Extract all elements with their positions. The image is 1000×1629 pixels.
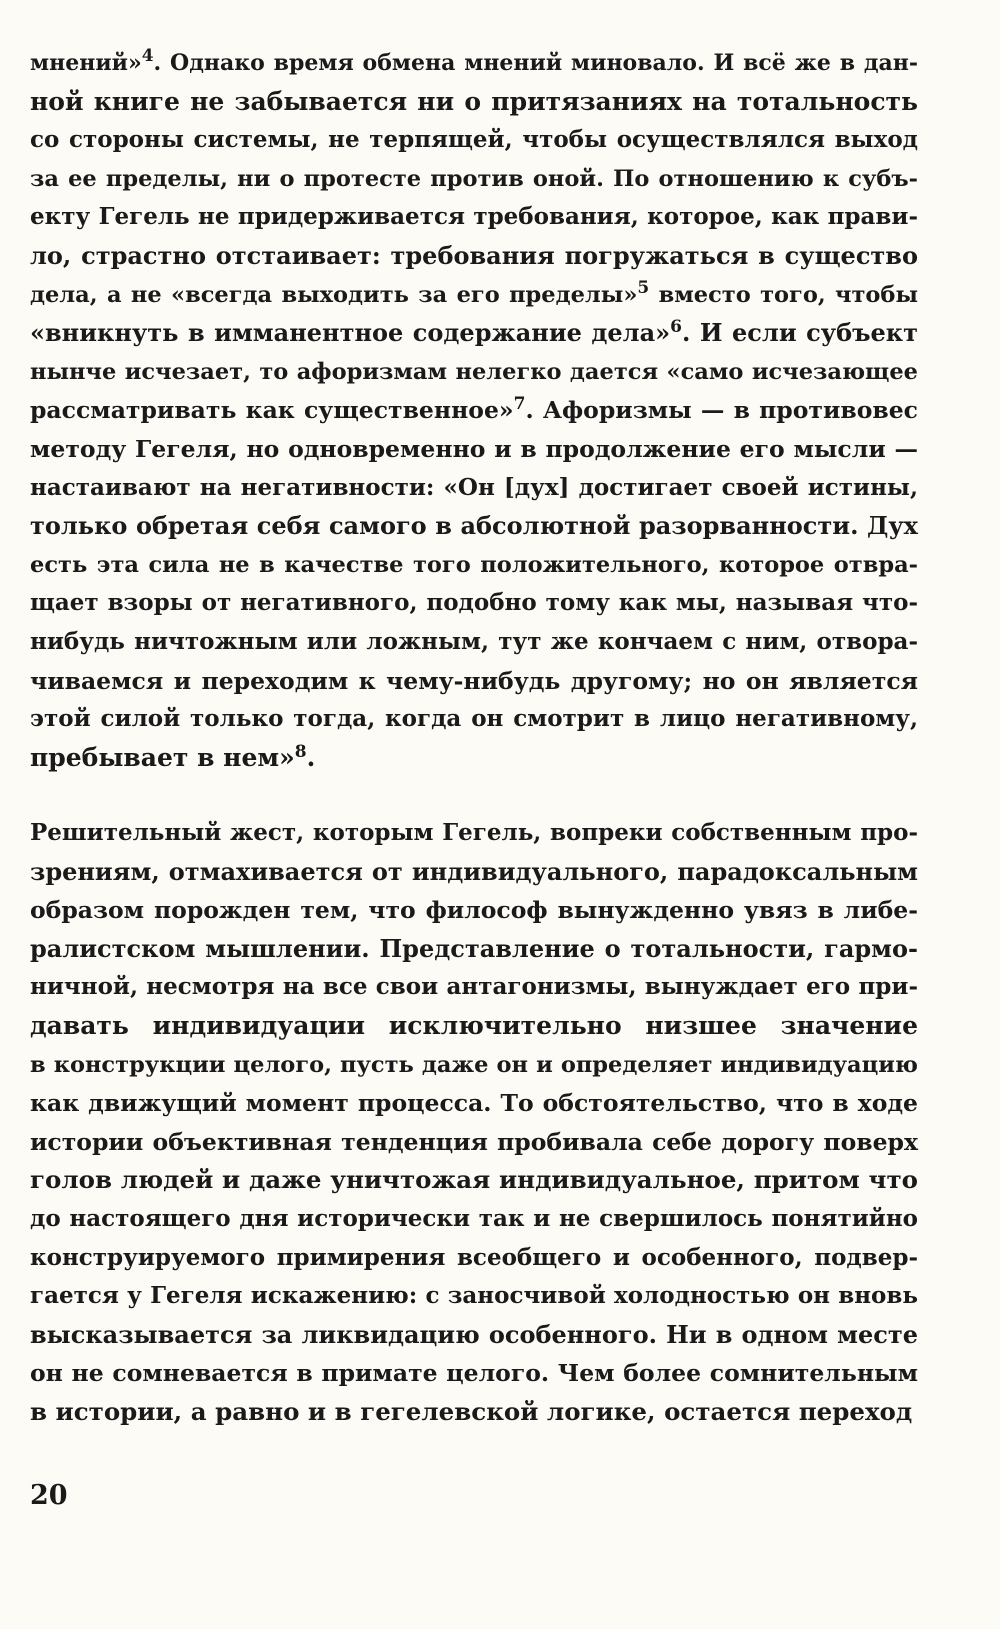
- text-line: [30, 1239, 918, 1278]
- text-line: [30, 44, 918, 83]
- text-line: [30, 83, 918, 122]
- text-line: [30, 623, 918, 662]
- footnote-marker: 8: [294, 741, 307, 762]
- text-segment: методу Гегеля, но одновременно и в продолжение его мысли —: [30, 434, 918, 463]
- text-segment: истории объективная тенденция пробивала себе дорогу поверх: [30, 1127, 918, 1156]
- text-segment: высказывается за ликвидацию особенного. Ни в одном месте: [30, 1319, 918, 1349]
- text-segment: . Афоризмы — в противовес: [525, 396, 918, 425]
- text-segment: до настоящего дня исторически так и не свершилось понятийно: [30, 1204, 918, 1232]
- text-segment: конструируемого примирения всеобщего и особенного, подвер-: [30, 1243, 918, 1271]
- text-segment: за ее пределы, ни о протесте против оной. По отношению к субъ-: [30, 165, 918, 192]
- text-line: [30, 391, 918, 430]
- text-segment: образом порожден тем, что философ вынужденно увяз в либе-: [30, 896, 918, 925]
- text-line: [30, 121, 918, 160]
- text-line: [30, 314, 918, 353]
- text-segment: гается у Гегеля искажению: с заносчивой холодностью он вновь: [30, 1282, 918, 1310]
- text-line: [30, 1123, 918, 1162]
- footnote-marker: 6: [670, 317, 682, 338]
- text-line: [30, 968, 918, 1007]
- text-line: [30, 507, 918, 546]
- text-line: [30, 700, 918, 739]
- text-line: [30, 584, 918, 623]
- text-line: [30, 1393, 918, 1432]
- text-line: [30, 739, 918, 778]
- text-segment: нынче исчезает, то афоризмам нелегко дается «само исчезающее: [30, 358, 918, 385]
- text-segment: екту Гегель не придерживается требования, которое, как прави-: [30, 203, 918, 231]
- text-segment: пребывает в нем»: [30, 742, 295, 772]
- text-line: [30, 662, 918, 701]
- text-segment: щает взоры от негативного, подобно тому как мы, называя что-: [30, 589, 918, 617]
- text-line: [30, 853, 918, 892]
- footnote-marker: 4: [141, 46, 154, 66]
- text-line: [30, 237, 918, 276]
- text-segment: . Однако время обмена мнений миновало. И всё же в дан-: [153, 50, 918, 76]
- paragraph-2: [30, 814, 918, 1432]
- text-line: [30, 469, 918, 508]
- text-segment: давать индивидуации исключительно низшее значение: [30, 1010, 918, 1040]
- text-segment: мнений»: [30, 50, 142, 76]
- text-line: [30, 1007, 918, 1046]
- text-segment: «вникнуть в имманентное содержание дела»: [30, 318, 671, 348]
- text-segment: ралистском мышлении. Представление о тотальности, гармо-: [30, 933, 918, 963]
- text-segment: вместо того, чтобы: [649, 281, 918, 308]
- text-line: [30, 1046, 918, 1085]
- text-segment: как движущий момент процесса. То обстоятельство, что в ходе: [30, 1089, 918, 1118]
- text-line: [30, 353, 918, 392]
- text-segment: он не сомневается в примате целого. Чем более сомнительным: [30, 1359, 918, 1388]
- text-segment: ло, страстно отстаивает: требования погружаться в существо: [30, 240, 918, 270]
- text-segment: этой силой только тогда, когда он смотрит в лицо негативному,: [30, 705, 918, 733]
- text-segment: только обретая себя самого в абсолютной разорванности. Дух: [30, 511, 918, 541]
- text-segment: голов людей и даже уничтожая индивидуальное, притом что: [30, 1165, 918, 1195]
- text-segment: . И если субъект: [681, 318, 918, 348]
- text-line: [30, 1084, 918, 1123]
- text-segment: настаивают на негативности: «Он [дух] достигает своей истины,: [30, 473, 918, 501]
- text-line: [30, 930, 918, 969]
- paragraph-1: [30, 44, 918, 777]
- text-line: [30, 546, 918, 585]
- text-segment: чиваемся и переходим к чему-нибудь другому; но он является: [30, 666, 918, 695]
- page-number: 20: [30, 1480, 68, 1511]
- text-segment: в конструкции целого, пусть даже он и определяет индивидуацию: [30, 1051, 918, 1078]
- text-segment: ничной, несмотря на все свои антагонизмы, вынуждает его при-: [30, 973, 918, 1001]
- text-segment: рассматривать как существенное»: [30, 396, 514, 425]
- text-segment: в истории, а равно и в гегелевской логике, остается переход: [30, 1396, 913, 1426]
- text-segment: со стороны системы, не терпящей, чтобы осуществлялся выход: [30, 126, 918, 154]
- text-segment: зрениям, отмахивается от индивидуального, парадоксальным: [30, 856, 918, 886]
- text-line: [30, 891, 918, 930]
- text-segment: Решительный жест, которым Гегель, вопреки собственным про-: [30, 819, 918, 846]
- text-segment: есть эта сила не в качестве того положительного, которое отвра-: [30, 551, 918, 578]
- text-line: [30, 198, 918, 237]
- text-segment: ной книге не забывается ни о притязаниях на тотальность: [30, 86, 918, 116]
- text-line: [30, 814, 918, 853]
- text-line: [30, 1316, 918, 1355]
- text-line: [30, 1161, 918, 1200]
- text-line: [30, 1354, 918, 1393]
- text-line: [30, 1277, 918, 1316]
- text-line: [30, 276, 918, 315]
- footnote-marker: 7: [513, 394, 526, 415]
- text-segment: дела, а не «всегда выходить за его пределы»: [30, 281, 638, 308]
- text-line: [30, 1200, 918, 1239]
- text-segment: нибудь ничтожным или ложным, тут же кончаем с ним, отвора-: [30, 627, 918, 655]
- text-line: [30, 430, 918, 469]
- footnote-marker: 5: [637, 277, 650, 298]
- text-segment: .: [306, 742, 316, 772]
- text-line: [30, 160, 918, 199]
